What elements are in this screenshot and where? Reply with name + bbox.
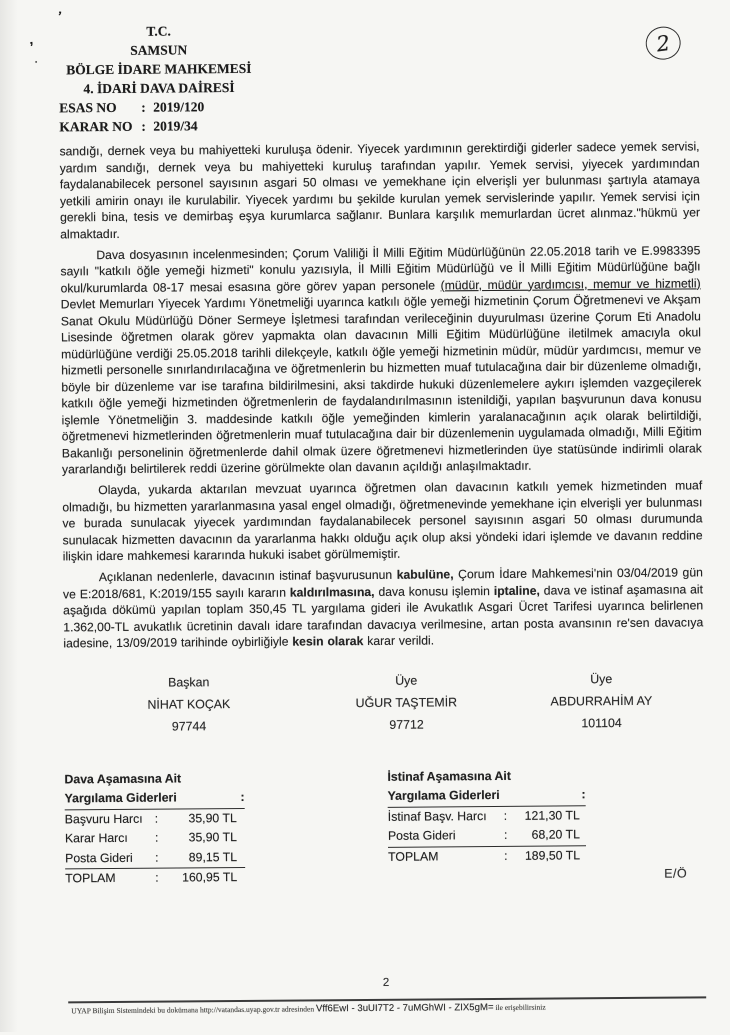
page-number: 2 [382,976,390,989]
cost-value: 89,15 TL [188,849,238,864]
table-total-row [388,846,586,867]
body-paragraph: Açıklanan nedenlerle, davacının istinaf başvurusunun kabulüne, Çorum İdare Mahkemesi'nin 03/04/2019 gün ve E:2018/681, K:2019/155 sayılı kararın kaldırılmasına, dava konusu işlemin iptaline, dava ve istinaf aşamasına ait aşağıda dökümü yapılan toplam 350,45 TL yargılama gideri ile Avukatlık Asgari Ücret Tarifesi uyarınca belirlenen 1.362,00-TL avukatlık ücretinin davalı idare tarafından davacıya verilmesine, artan posta avansının re'sen davacıya iadesine, 13/09/2019 tarihinde oybirliğiyle kesin olarak karar verildi. [62,565,704,651]
signature-name: UĞUR TAŞTEMİR [355,694,458,710]
table-subtitle-text: Yargılama Giderleri [64,789,177,805]
karar-no-label: KARAR NO [59,118,133,135]
ink-mark: ’ [55,8,63,24]
appeal-costs-table [387,766,586,887]
table-row [65,847,245,869]
cost-value: 35,90 TL [188,810,237,825]
esas-no-colon: : [141,99,146,115]
handwritten-page-number: 2 [655,30,672,56]
total-label: TOPLAM [388,848,439,864]
cost-label: Karar Harcı [64,830,128,846]
body-paragraph: Dava dosyasının incelenmesinden; Çorum Valiliği İl Milli Eğitim Müdürlüğünün 22.05.2018 tarih ve E.9983395 sayılı "katkılı öğle yemeği hizmeti" konulu yazısıyla, İl Milli Eğitim Müdürlüğü ve İl Milli Eğitim Müdürlüğüne bağlı okul/kurumlarda 08-17 mesai esasına göre görev yapan personele (müdür, müdür yardımcısı, memur ve hizmetli) Devlet Memurları Yiyecek Yardımı Yönetmeliği uyarınca katkılı öğle yemeği hizmetinin Çorum Öğretmenevi ve Akşam Sanat Okulu Müdürlüğü Döner Sermeye İşletmesi tarafından verileceğinin duyurulması üzerine Çorum Eti Anadolu Lisesinde öğretmen olarak görev yapmakta olan davacının Milli Eğitim Müdürlüğüne iletilmek amacıyla okul müdürlüğüne verdiği 25.05.2018 tarihli dilekçeyle, katkılı öğle yemeği hizmetinin müdür, müdür yardımcısı, memur ve hizmetli personelle sınırlandırılacağına ve öğretmenlerin bu hizmetten muaf tutulacağına dair bir düzenleme olmadığı, böyle bir düzenleme var ise tarafına bildirilmesini, aksi takdirde hukuki düzenlemelere aykırı işlemden vazgeçilerek katkılı öğle yemeği hizmetinden öğretmenlerin de faydalandırılmasının istenildiği, yapılan başvurunun dava konusu işlemle Yönetmeliğin 3. maddesinde katkılı öğle yemeğinden kimlerin yaralanacağının açık olarak belirtildiği, öğretmenevi hizmetlerinden öğretmenlerin muaf tutulacağına dair bir düzenlemenin uygulamada olmadığı, Milli Eğitim Bakanlığı personelinin öğretmenlerde dahil olmak üzere öğretmenevi hizmetlerinden üye statüsünde indirimli olarak yararlandığı belirtilerek reddi üzerine görülmekte olan davanın açıldığı anlaşılmaktadır. [60,242,702,477]
table-title: İstinaf Aşamasına Ait [387,768,511,784]
ink-mark: . [34,54,38,65]
total-colon: : [155,870,159,885]
table-row [388,806,586,827]
uyap-footer [71,1002,545,1017]
footer-middle: adresinden [281,1004,315,1014]
footer-suffix: ile erişebilirsiniz [495,1002,546,1012]
signature-member-1 [314,668,500,735]
signature-president [64,670,315,738]
signature-registry-number: 101104 [581,715,622,730]
cost-colon: : [154,811,159,826]
cost-label: Posta Gideri [387,828,456,843]
table-title: Dava Aşamasına Ait [64,770,182,786]
table-subtitle-text: Yargılama Giderleri [387,787,500,803]
header-chamber: 4. İDARİ DAVA DAİRESİ [83,80,235,97]
esas-no-label: ESAS NO [59,99,117,116]
table-row [388,825,586,847]
header-city: SAMSUN [130,42,188,58]
cost-tables-row [64,765,705,889]
cost-value: 68,20 TL [531,827,580,842]
footer-prefix: UYAP Bilişim Sistemindeki bu dokümana [71,1005,199,1016]
body-paragraph: sandığı, dernek veya bu mahiyetteki kuruluşa ödenir. Yiyecek yardımının gerektirdiği giderler sadece yemek servisi, yardım sandığı, dernek veya bu mahiyetteki kuruluş tarafından yapılır. Yemek servisi, yiyecek yardımından faydalanabilecek personel sayısının asgari 50 olması ve yemekhane için elverişli yer bulunması şartıyla atamaya yetkili amirin onayı ile kurulabilir. Yiyecek yardımı bu şekilde kurulan yemek servislerinde yapılır. Yemek servisi için gerekli bina, tesis ve demirbaş eşya kurumlarca sağlanır. Bunlara karşılık memurlardan ücret alınmaz."hükmü yer almaktadır. [59,139,701,241]
ink-mark: ’ [29,38,35,55]
eo-initials: E/Ö [664,865,688,881]
signature-member-2 [499,667,705,735]
signature-registry-number: 97712 [389,717,424,732]
header-republic: T.C. [146,23,171,39]
table-subtitle-colon: : [240,789,245,804]
table-row [65,828,245,849]
karar-no-colon: : [141,118,146,134]
table-subtitle [65,787,245,809]
signature-title: Üye [590,671,613,686]
signature-name: ABDURRAHİM AY [550,693,653,709]
cost-colon: : [503,827,508,842]
cost-value: 121,30 TL [524,807,580,823]
footer-access-code: Vff6EwI - 3uUI7T2 - 7uMGhWI - ZIX5gM= [315,1002,494,1015]
esas-no-value: 2019/120 [153,99,205,115]
cost-colon: : [155,850,159,865]
signature-name: NİHAT KOÇAK [147,696,231,712]
handwritten-page-badge [644,25,683,62]
cost-colon: : [154,830,159,845]
footer-url: http://vatandas.uyap.gov.tr [199,1004,280,1015]
body-paragraph: Olayda, yukarda aktarılan mevzuat uyarınca öğretmen olan davacının katkılı yemek hizmetinden muaf olmadığı, bu hizmetten yararlanmasına yasal engel olmadığı, öğretmenevinde yemekhane için elverişli yer bulunması ve burada sunulacak yiyecek yardımından faydalanabilecek personel sayısının asgari 50 olması durumunda sunulacak hizmetten davacının da yararlanma hakkı olduğu açık olup aksi yöndeki idari işlemde ve davanın reddine ilişkin idare mahkemesi kararında hukuki isabet görülmemiştir. [62,478,703,564]
karar-no-row [59,112,699,136]
signature-block [64,667,704,738]
total-value: 189,50 TL [524,847,581,863]
header-court-name: BÖLGE İDARE MAHKEMESİ [66,60,252,78]
cost-label: Başvuru Harcı [64,811,143,826]
signature-title: Üye [395,673,418,688]
total-label: TOPLAM [65,870,116,886]
signature-title: Başkan [167,674,210,690]
cost-label: Posta Gideri [65,850,133,865]
total-value: 160,95 TL [182,870,238,885]
cost-label: İstinaf Başv. Harcı [387,808,487,824]
signature-registry-number: 97744 [171,718,207,734]
case-numbers [59,93,699,136]
decision-body [59,138,703,652]
court-header [59,21,260,99]
total-colon: : [504,848,508,863]
trial-costs-table [64,768,245,888]
table-subtitle [388,785,586,808]
table-subtitle-colon: : [581,786,586,801]
cost-value: 35,90 TL [188,830,237,845]
table-row [65,808,245,829]
table-total-row [65,868,245,889]
cost-colon: : [503,808,508,823]
karar-no-value: 2019/34 [153,118,198,134]
